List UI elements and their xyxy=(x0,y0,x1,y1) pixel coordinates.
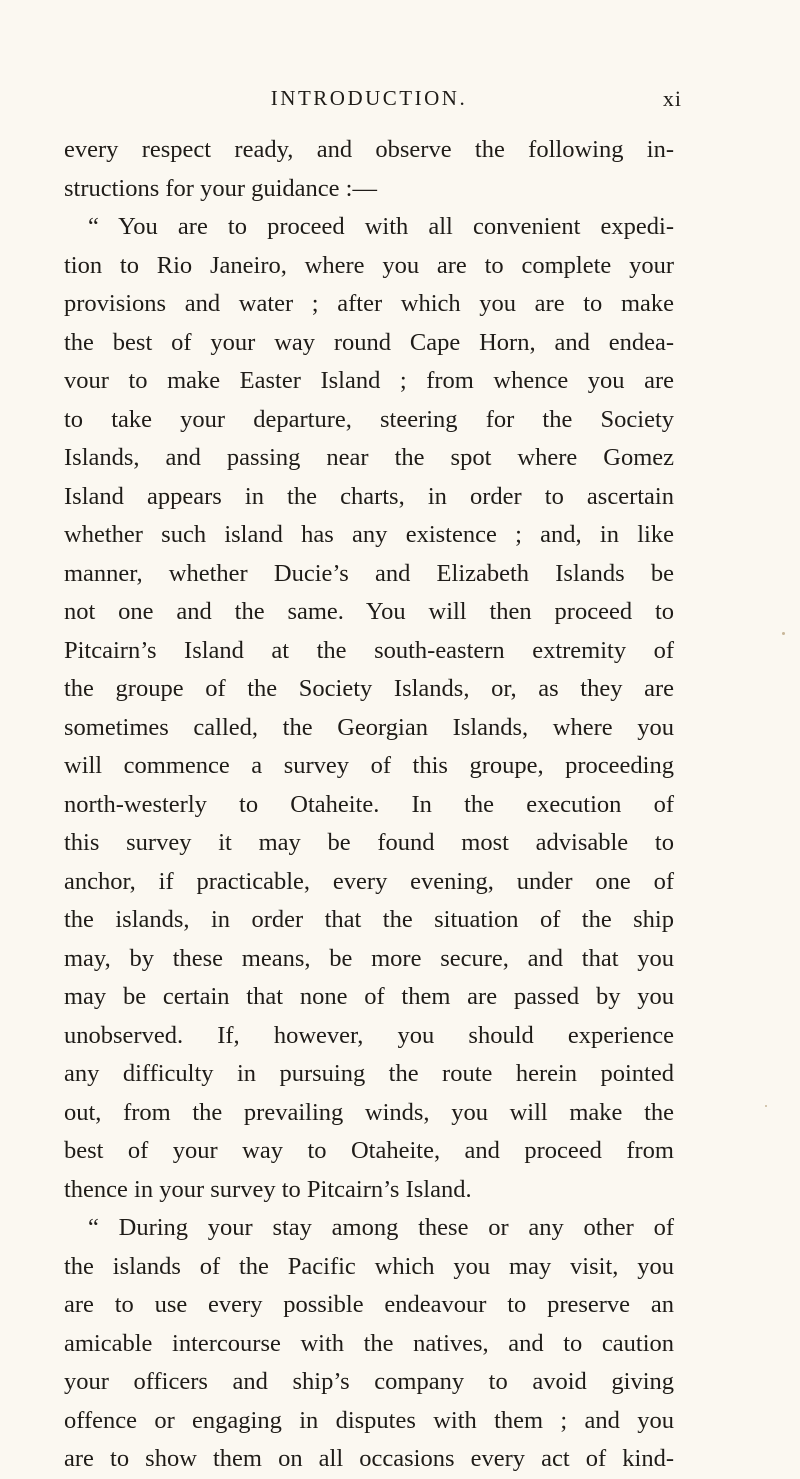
text-line: the best of your way round Cape Horn, and endea- xyxy=(64,328,674,356)
text-line: structions for your guidance :— xyxy=(64,174,377,202)
paragraph-start-line: “ You are to proceed with all convenient expedi- xyxy=(88,213,674,240)
text-line: Pitcairn’s Island at the south-eastern extremity of xyxy=(64,636,674,664)
text-line: out, from the prevailing winds, you will make the xyxy=(64,1098,674,1126)
text-line: may, by these means, be more secure, and that you xyxy=(64,944,674,972)
text-line: may be certain that none of them are passed by you xyxy=(64,983,674,1010)
text-line: provisions and water ; after which you are to make xyxy=(64,290,674,317)
text-line: the islands of the Pacific which you may visit, you xyxy=(64,1252,674,1280)
text-line: amicable intercourse with the natives, and to caution xyxy=(64,1329,674,1357)
text-line: north-westerly to Otaheite. In the execution of xyxy=(64,790,674,818)
text-line: will commence a survey of this groupe, proceeding xyxy=(64,752,674,779)
text-line: not one and the same. You will then proceed to xyxy=(64,598,674,625)
text-line: anchor, if practicable, every evening, under one of xyxy=(64,867,674,895)
text-line: sometimes called, the Georgian Islands, where you xyxy=(64,713,674,741)
text-line: Islands, and passing near the spot where Gomez xyxy=(64,444,674,471)
running-title: INTRODUCTION. xyxy=(270,86,468,110)
text-line: this survey it may be found most advisable to xyxy=(64,829,674,856)
paper-speck xyxy=(765,1105,767,1107)
paragraph-start-line: “ During your stay among these or any other of xyxy=(88,1214,674,1241)
text-line: are to show them on all occasions every act of kind- xyxy=(64,1445,674,1472)
text-line: vour to make Easter Island ; from whence you are xyxy=(64,367,674,394)
text-line: whether such island has any existence ; and, in like xyxy=(64,521,674,548)
text-line: your officers and ship’s company to avoid giving xyxy=(64,1368,674,1395)
text-line: offence or engaging in disputes with them ; and you xyxy=(64,1406,674,1434)
text-line: are to use every possible endeavour to preserve an xyxy=(64,1291,674,1318)
running-head xyxy=(64,86,682,116)
text-line: tion to Rio Janeiro, where you are to complete your xyxy=(64,251,674,279)
text-line: to take your departure, steering for the Society xyxy=(64,405,674,433)
text-line: unobserved. If, however, you should experience xyxy=(64,1021,674,1049)
text-line: every respect ready, and observe the following in- xyxy=(64,136,674,163)
text-line: any difficulty in pursuing the route herein pointed xyxy=(64,1060,674,1087)
text-line: manner, whether Ducie’s and Elizabeth Islands be xyxy=(64,559,674,587)
paper-speck xyxy=(782,632,785,635)
body-text xyxy=(64,131,674,1479)
text-line: best of your way to Otaheite, and proceed from xyxy=(64,1137,674,1164)
text-line: Island appears in the charts, in order to ascertain xyxy=(64,482,674,510)
page-number: xi xyxy=(662,86,682,111)
text-line: the groupe of the Society Islands, or, as they are xyxy=(64,675,674,702)
text-line: thence in your survey to Pitcairn’s Island. xyxy=(64,1175,472,1203)
text-line: the islands, in order that the situation of the ship xyxy=(64,906,674,933)
